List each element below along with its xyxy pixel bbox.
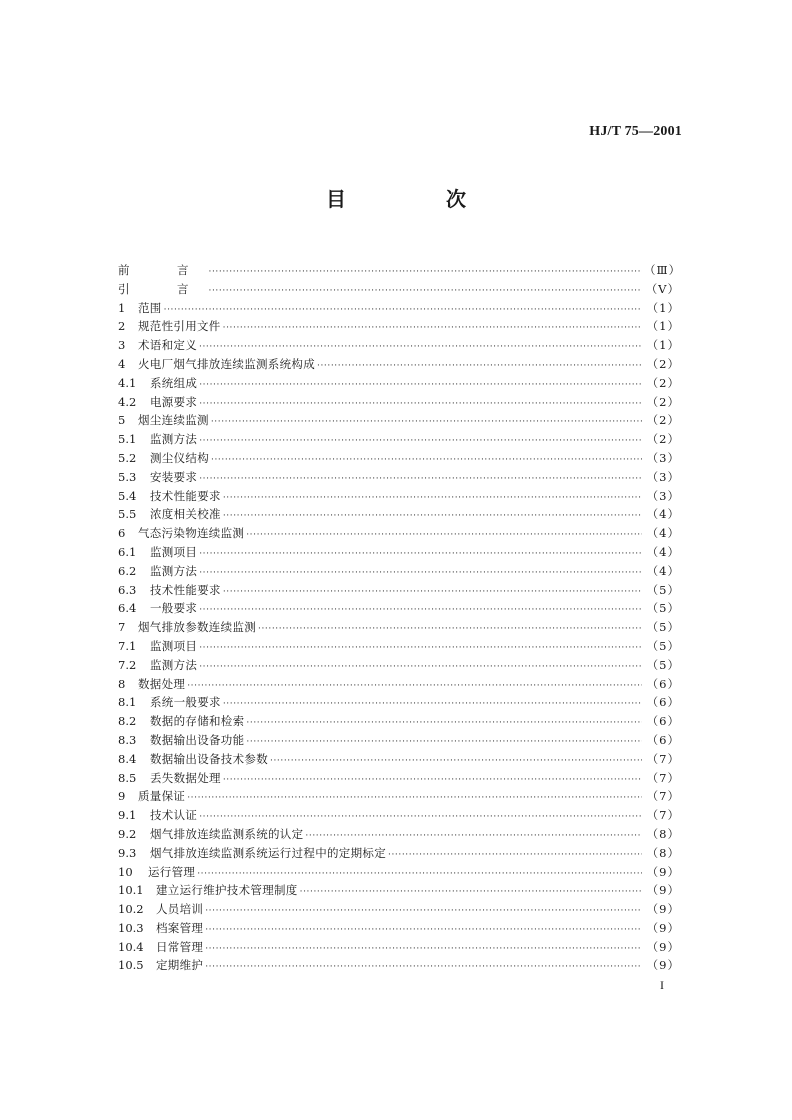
toc-entry-number: 4 xyxy=(118,356,126,371)
toc-entry-label: 数据输出设备技术参数 xyxy=(150,751,268,766)
toc-entry-label: 日常管理 xyxy=(156,939,204,954)
toc-entry[interactable] xyxy=(118,280,680,299)
toc-dot-leader xyxy=(223,489,642,508)
toc-entry-label: 数据输出设备功能 xyxy=(150,732,245,747)
toc-dot-leader xyxy=(211,413,642,432)
toc-entry-label: 定期维护 xyxy=(156,958,204,973)
toc-entry-page: （6） xyxy=(646,695,680,710)
toc-entry-number: 6 xyxy=(118,526,126,541)
toc-entry[interactable] xyxy=(118,524,680,543)
toc-entry-page: （9） xyxy=(646,920,680,935)
toc-dot-leader xyxy=(164,301,642,320)
toc-entry-page: （5） xyxy=(646,620,680,635)
toc-entry-number: 3 xyxy=(118,338,126,353)
toc-dot-leader xyxy=(300,883,642,902)
toc-entry[interactable] xyxy=(118,299,680,318)
toc-dot-leader xyxy=(199,545,642,564)
toc-entry-label: 规范性引用文件 xyxy=(138,319,221,334)
toc-dot-leader xyxy=(223,771,642,790)
toc-entry-page: （2） xyxy=(646,375,680,390)
toc-entry[interactable] xyxy=(118,731,680,750)
toc-entry[interactable] xyxy=(118,393,680,412)
toc-entry-label: 丢失数据处理 xyxy=(150,770,221,785)
toc-entry-number: 8.2 xyxy=(118,714,137,729)
toc-entry-page: （6） xyxy=(646,732,680,747)
toc-entry-label: 人员培训 xyxy=(156,902,204,917)
toc-entry[interactable] xyxy=(118,487,680,506)
toc-dot-leader xyxy=(187,677,642,696)
toc-entry[interactable] xyxy=(118,825,680,844)
toc-entry-page: （5） xyxy=(646,582,680,597)
toc-entry-label: 测尘仪结构 xyxy=(150,450,209,465)
toc-entry-label: 数据处理 xyxy=(138,676,186,691)
toc-entry-number: 9.1 xyxy=(118,808,137,823)
toc-entry-page: （2） xyxy=(646,394,680,409)
toc-dot-leader xyxy=(388,846,642,865)
toc-entry-label: 前 言 xyxy=(118,263,207,277)
toc-entry[interactable] xyxy=(118,787,680,806)
toc-entry-label: 档案管理 xyxy=(156,920,204,935)
toc-dot-leader xyxy=(211,451,642,470)
toc-dot-leader xyxy=(246,733,642,752)
toc-entry-label: 烟气排放连续监测系统的认定 xyxy=(150,826,304,841)
toc-entry[interactable] xyxy=(118,581,680,600)
toc-entry-label: 术语和定义 xyxy=(138,338,197,353)
toc-entry-label: 电源要求 xyxy=(150,394,198,409)
toc-entry-page: （3） xyxy=(646,450,680,465)
toc-entry[interactable] xyxy=(118,449,680,468)
toc-entry-number: 5.2 xyxy=(118,450,137,465)
toc-entry[interactable] xyxy=(118,599,680,618)
toc-dot-leader xyxy=(246,714,642,733)
toc-entry-label: 烟尘连续监测 xyxy=(138,413,209,428)
toc-entry-page: （4） xyxy=(646,544,680,559)
toc-entry-page: （1） xyxy=(646,300,680,315)
toc-entry-page: （8） xyxy=(646,845,680,860)
toc-entry-number: 10.1 xyxy=(118,883,144,898)
toc-entry-label: 建立运行维护技术管理制度 xyxy=(156,883,298,898)
toc-entry-number: 8.1 xyxy=(118,695,137,710)
toc-entry-page: （5） xyxy=(646,657,680,672)
toc-entry-label: 技术性能要求 xyxy=(150,582,221,597)
toc-entry-page: （7） xyxy=(646,751,680,766)
toc-dot-leader xyxy=(199,470,642,489)
toc-dot-leader xyxy=(199,395,642,414)
toc-entry-label: 质量保证 xyxy=(138,789,186,804)
toc-entry[interactable] xyxy=(118,261,680,280)
toc-dot-leader xyxy=(209,282,643,301)
toc-entry-label: 监测方法 xyxy=(150,432,198,447)
toc-entry-page: （7） xyxy=(646,789,680,804)
toc-entry-page: （8） xyxy=(646,826,680,841)
toc-entry-number: 4.2 xyxy=(118,394,137,409)
toc-entry-label: 一般要求 xyxy=(150,601,198,616)
toc-entry-number: 7.1 xyxy=(118,638,137,653)
toc-entry-number: 9.3 xyxy=(118,845,137,860)
toc-dot-leader xyxy=(199,564,642,583)
toc-entry-page: （2） xyxy=(646,413,680,428)
toc-entry-page: （5） xyxy=(646,601,680,616)
toc-entry[interactable] xyxy=(118,336,680,355)
toc-entry[interactable] xyxy=(118,750,680,769)
toc-entry[interactable] xyxy=(118,863,680,882)
page-title: 目 次 xyxy=(326,187,506,211)
toc-entry[interactable] xyxy=(118,374,680,393)
toc-entry-label: 运行管理 xyxy=(148,864,196,879)
toc-entry-number: 5.5 xyxy=(118,507,137,522)
toc-entry-number: 4.1 xyxy=(118,375,137,390)
table-of-contents xyxy=(118,261,680,975)
toc-dot-leader xyxy=(199,376,642,395)
toc-entry-number: 10 xyxy=(118,864,133,879)
toc-dot-leader xyxy=(205,958,642,977)
toc-dot-leader xyxy=(199,432,642,451)
toc-entry-label: 引 言 xyxy=(118,281,207,296)
toc-dot-leader xyxy=(223,583,642,602)
toc-entry-page: （6） xyxy=(646,714,680,729)
toc-entry-number: 5.4 xyxy=(118,488,137,503)
toc-entry-page: （9） xyxy=(646,939,680,954)
toc-entry-page: （6） xyxy=(646,676,680,691)
toc-entry[interactable] xyxy=(118,411,680,430)
toc-entry-number: 7.2 xyxy=(118,657,137,672)
toc-dot-leader xyxy=(223,319,642,338)
toc-entry[interactable] xyxy=(118,618,680,637)
toc-entry-number: 5 xyxy=(118,413,126,428)
toc-entry[interactable] xyxy=(118,468,680,487)
toc-entry-number: 10.4 xyxy=(118,939,144,954)
toc-entry[interactable] xyxy=(118,355,680,374)
toc-entry-page: （Ⅴ） xyxy=(645,281,680,296)
toc-dot-leader xyxy=(317,357,642,376)
toc-entry-page: （1） xyxy=(646,338,680,353)
toc-entry-number: 5.1 xyxy=(118,432,137,447)
toc-entry-number: 8.3 xyxy=(118,732,137,747)
toc-entry-label: 技术认证 xyxy=(150,808,198,823)
toc-entry-label: 监测方法 xyxy=(150,563,198,578)
toc-dot-leader xyxy=(205,940,642,959)
toc-entry-page: （4） xyxy=(646,507,680,522)
toc-entry-number: 8.4 xyxy=(118,751,137,766)
toc-entry[interactable] xyxy=(118,881,680,900)
toc-dot-leader xyxy=(199,658,642,677)
toc-entry[interactable] xyxy=(118,956,680,975)
toc-entry[interactable] xyxy=(118,806,680,825)
toc-entry-number: 6.4 xyxy=(118,601,137,616)
toc-dot-leader xyxy=(246,526,642,545)
toc-entry[interactable] xyxy=(118,505,680,524)
toc-entry-page: （9） xyxy=(646,864,680,879)
toc-dot-leader xyxy=(270,752,642,771)
toc-entry-label: 技术性能要求 xyxy=(150,488,221,503)
toc-entry-number: 10.5 xyxy=(118,958,144,973)
toc-entry-label: 火电厂烟气排放连续监测系统构成 xyxy=(138,356,315,371)
toc-entry[interactable] xyxy=(118,900,680,919)
toc-dot-leader xyxy=(187,789,642,808)
toc-entry-page: （7） xyxy=(646,770,680,785)
toc-entry-label: 浓度相关校准 xyxy=(150,507,221,522)
toc-entry-page: （2） xyxy=(646,432,680,447)
toc-entry-page: （5） xyxy=(646,638,680,653)
toc-entry[interactable] xyxy=(118,656,680,675)
toc-entry-number: 6.1 xyxy=(118,544,137,559)
toc-entry[interactable] xyxy=(118,712,680,731)
toc-entry-label: 范围 xyxy=(138,300,162,315)
toc-entry[interactable] xyxy=(118,919,680,938)
toc-entry[interactable] xyxy=(118,693,680,712)
toc-entry-page: （7） xyxy=(646,808,680,823)
toc-entry-number: 8.5 xyxy=(118,770,137,785)
toc-entry-number: 8 xyxy=(118,676,126,691)
toc-entry-number: 5.3 xyxy=(118,469,137,484)
toc-entry-number: 9.2 xyxy=(118,826,137,841)
toc-entry-page: （3） xyxy=(646,469,680,484)
toc-dot-leader xyxy=(258,620,642,639)
toc-entry-number: 6.2 xyxy=(118,563,137,578)
toc-entry-page: （4） xyxy=(646,563,680,578)
toc-dot-leader xyxy=(223,695,642,714)
toc-entry[interactable] xyxy=(118,769,680,788)
toc-entry-number: 1 xyxy=(118,300,126,315)
toc-entry[interactable] xyxy=(118,562,680,581)
toc-entry-label: 监测项目 xyxy=(150,638,198,653)
toc-entry-number: 10.3 xyxy=(118,920,144,935)
toc-entry-label: 监测方法 xyxy=(150,657,198,672)
toc-entry-label: 系统一般要求 xyxy=(150,695,221,710)
toc-entry-label: 安装要求 xyxy=(150,469,198,484)
toc-entry[interactable] xyxy=(118,675,680,694)
toc-entry-label: 数据的存储和检索 xyxy=(150,714,245,729)
toc-entry[interactable] xyxy=(118,543,680,562)
toc-dot-leader xyxy=(205,921,642,940)
toc-entry-label: 监测项目 xyxy=(150,544,198,559)
toc-entry-label: 系统组成 xyxy=(150,375,198,390)
toc-entry-page: （2） xyxy=(646,356,680,371)
toc-dot-leader xyxy=(223,507,642,526)
toc-entry-number: 10.2 xyxy=(118,902,144,917)
toc-entry-page: （3） xyxy=(646,488,680,503)
toc-entry-number: 2 xyxy=(118,319,126,334)
toc-entry[interactable] xyxy=(118,938,680,957)
toc-entry-page: （1） xyxy=(646,319,680,334)
toc-entry[interactable] xyxy=(118,637,680,656)
toc-entry[interactable] xyxy=(118,317,680,336)
toc-entry-page: （4） xyxy=(646,526,680,541)
toc-entry[interactable] xyxy=(118,844,680,863)
page-folio: I xyxy=(660,978,664,992)
standard-code: HJ/T 75—2001 xyxy=(589,124,682,139)
toc-entry-label: 烟气排放参数连续监测 xyxy=(138,620,256,635)
toc-entry-page: （Ⅲ） xyxy=(644,263,682,277)
toc-entry-label: 烟气排放连续监测系统运行过程中的定期标定 xyxy=(150,845,386,860)
toc-dot-leader xyxy=(205,902,642,921)
toc-entry-page: （9） xyxy=(646,902,680,917)
toc-dot-leader xyxy=(199,601,642,620)
toc-entry-page: （9） xyxy=(646,958,680,973)
toc-entry[interactable] xyxy=(118,430,680,449)
toc-dot-leader xyxy=(209,263,643,282)
toc-dot-leader xyxy=(199,639,642,658)
toc-entry-page: （9） xyxy=(646,883,680,898)
toc-entry-label: 气态污染物连续监测 xyxy=(138,526,245,541)
toc-entry-number: 7 xyxy=(118,620,126,635)
toc-entry-number: 6.3 xyxy=(118,582,137,597)
toc-entry-number: 9 xyxy=(118,789,126,804)
